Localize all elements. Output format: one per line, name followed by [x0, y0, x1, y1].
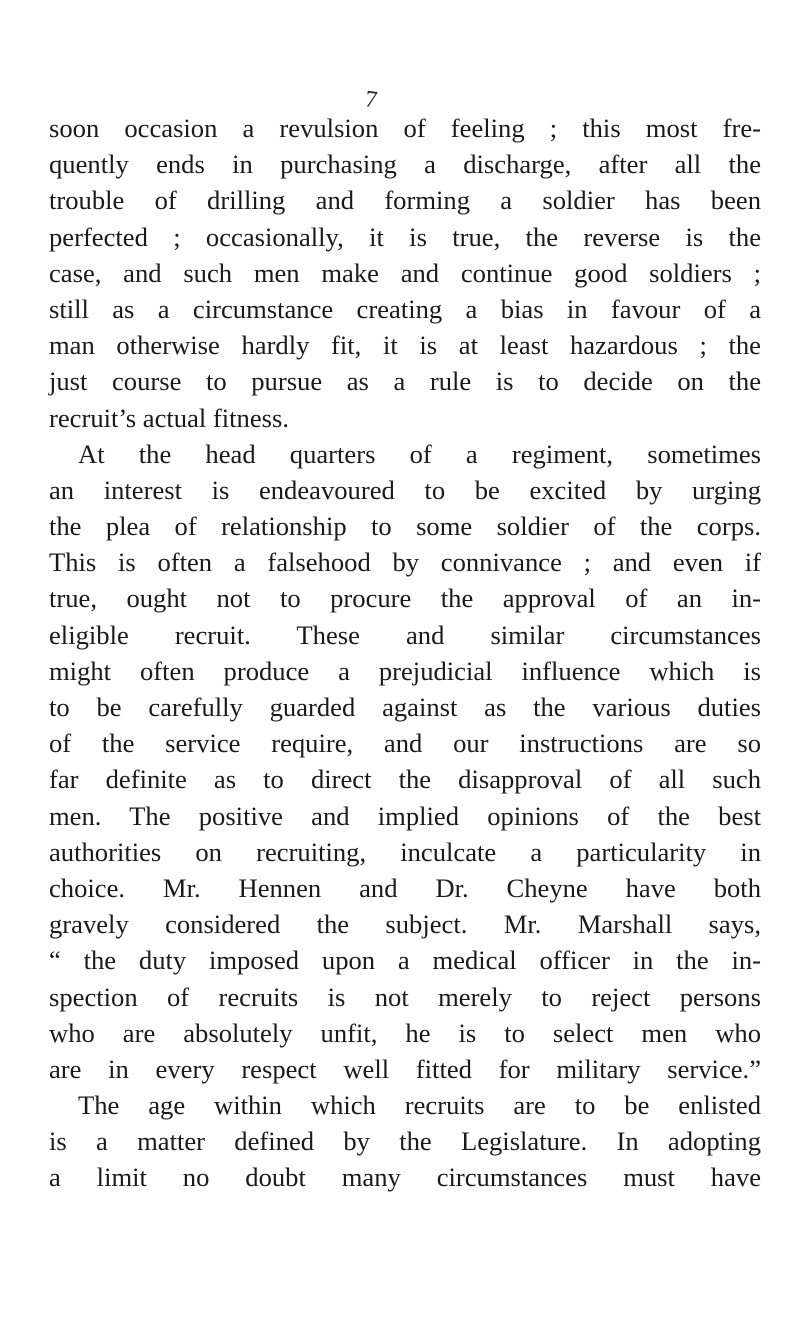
text-line: just course to pursue as a rule is to decide on the	[49, 366, 761, 397]
text-line: eligible recruit. These and similar circumstances	[49, 619, 761, 650]
text-line: of the service require, and our instructions are so	[49, 728, 761, 759]
text-line: perfected ; occasionally, it is true, the reverse is the	[49, 221, 761, 252]
text-line: true, ought not to procure the approval of an in-	[49, 583, 761, 614]
text-line: an interest is endeavoured to be excited by urging	[49, 474, 761, 505]
text-line: The age within which recruits are to be enlisted	[78, 1090, 761, 1121]
text-line: choice. Mr. Hennen and Dr. Cheyne have both	[49, 872, 761, 903]
text-line: still as a circumstance creating a bias in favour of a	[49, 293, 761, 324]
text-line: recruit’s actual fitness.	[49, 402, 289, 433]
text-line: far definite as to direct the disapproval of all such	[49, 764, 761, 795]
text-line: men. The positive and implied opinions of the best	[49, 800, 761, 831]
text-line: a limit no doubt many circumstances must have	[49, 1162, 761, 1193]
text-line: “ the duty imposed upon a medical officer in the in-	[49, 945, 761, 976]
body-text	[49, 110, 761, 1196]
text-line: This is often a falsehood by connivance ; and even if	[49, 547, 761, 578]
text-line: gravely considered the subject. Mr. Marshall says,	[49, 909, 761, 940]
text-line: trouble of drilling and forming a soldier has been	[49, 185, 761, 216]
page-number: 7	[363, 86, 379, 114]
text-line: man otherwise hardly fit, it is at least hazardous ; the	[49, 330, 761, 361]
text-line: At the head quarters of a regiment, sometimes	[78, 438, 761, 469]
text-line: authorities on recruiting, inculcate a particularity in	[49, 836, 761, 867]
text-line: soon occasion a revulsion of feeling ; this most fre-	[49, 113, 761, 143]
text-line: is a matter defined by the Legislature. In adopting	[49, 1126, 761, 1157]
text-line: quently ends in purchasing a discharge, after all the	[49, 149, 761, 180]
text-line: are in every respect well fitted for military service.”	[49, 1053, 761, 1084]
text-line: the plea of relationship to some soldier of the corps.	[49, 511, 761, 542]
text-line: spection of recruits is not merely to reject persons	[49, 981, 761, 1012]
text-line: might often produce a prejudicial influence which is	[49, 655, 761, 686]
text-line: who are absolutely unfit, he is to select men who	[49, 1017, 761, 1048]
text-line: to be carefully guarded against as the various duties	[49, 692, 761, 722]
text-line: case, and such men make and continue good soldiers ;	[49, 257, 761, 288]
